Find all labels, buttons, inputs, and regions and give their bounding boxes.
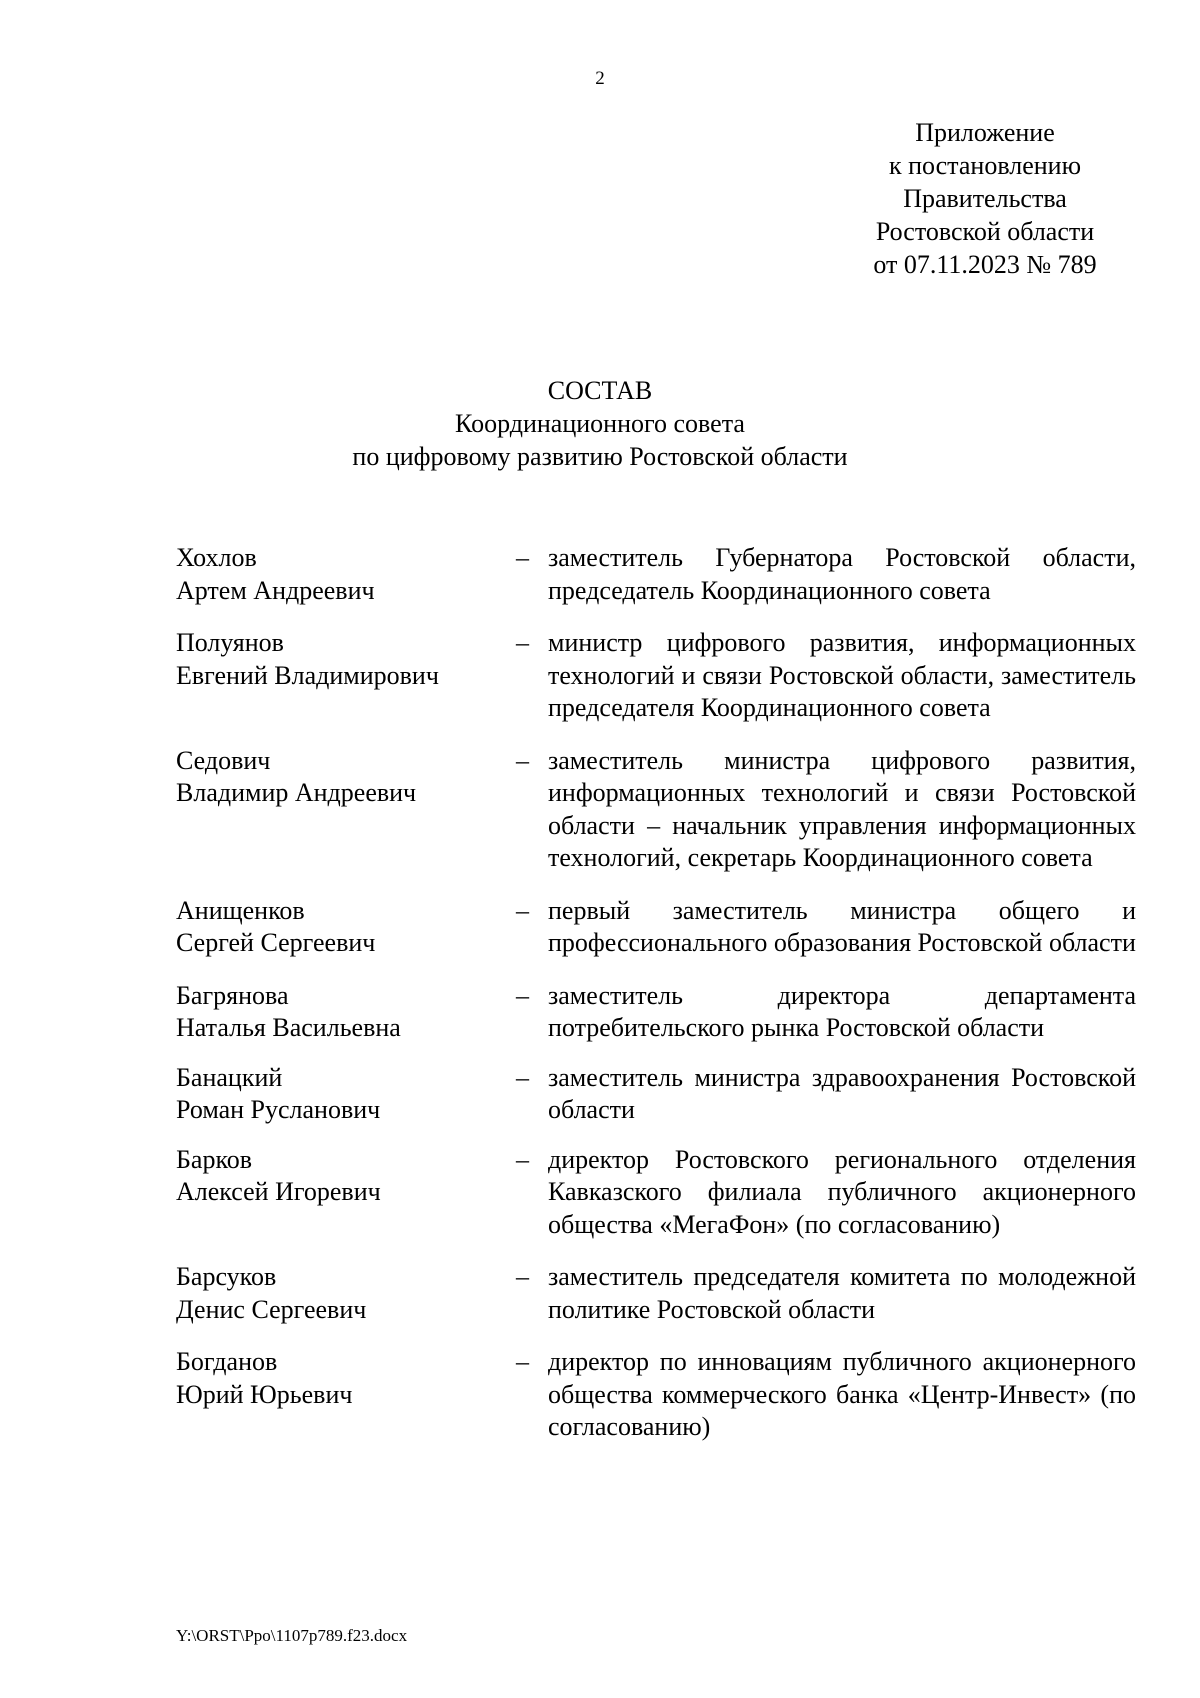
appendix-line: от 07.11.2023 № 789 xyxy=(873,250,1097,279)
member-dash: – xyxy=(516,1347,529,1376)
member-surname: Анищенков xyxy=(176,895,305,925)
members-list xyxy=(176,542,1136,1444)
member-given-name: Артем Андреевич xyxy=(176,575,375,605)
member-role: заместитель председателя комитета по молодежной политике Ростовской области xyxy=(548,1262,1136,1324)
member-role: первый заместитель министра общего и профессионального образования Ростовской области xyxy=(548,895,1136,957)
member-dash: – xyxy=(516,628,529,657)
title-line: по цифровому развитию Ростовской области xyxy=(352,442,848,471)
member-surname: Банацкий xyxy=(176,1062,283,1092)
member-dash: – xyxy=(516,1262,529,1291)
appendix-block xyxy=(820,116,1150,281)
member-role: директор по инновациям публичного акционерного общества коммерческого банка «Центр-Инвест» (по согласованию) xyxy=(548,1347,1136,1441)
member-row xyxy=(176,1261,1136,1326)
member-role: заместитель Губернатора Ростовской области, председатель Координационного совета xyxy=(548,543,1136,605)
member-name xyxy=(176,627,516,725)
member-dash: – xyxy=(516,1062,529,1092)
title-line: СОСТАВ xyxy=(547,376,653,405)
member-row xyxy=(176,980,1136,1045)
appendix-line: к постановлению xyxy=(888,151,1082,180)
member-surname: Багрянова xyxy=(176,980,289,1010)
member-name xyxy=(176,1062,516,1127)
member-role: заместитель директора департамента потребительского рынка Ростовской области xyxy=(548,980,1136,1042)
member-name xyxy=(176,745,516,875)
member-name xyxy=(176,1346,516,1444)
member-dash: – xyxy=(516,543,529,572)
member-name xyxy=(176,895,516,960)
appendix-line: Приложение xyxy=(915,118,1055,147)
member-surname: Седович xyxy=(176,745,271,775)
member-dash: – xyxy=(516,1144,529,1174)
member-row xyxy=(176,542,1136,607)
file-path-footer: Y:\ORST\Ppo\1107p789.f23.docx xyxy=(176,1626,408,1645)
member-row xyxy=(176,1346,1136,1444)
member-dash: – xyxy=(516,745,529,775)
member-surname: Барков xyxy=(176,1144,253,1174)
member-surname: Барсуков xyxy=(176,1262,277,1291)
member-role: заместитель министра здравоохранения Ростовской области xyxy=(548,1062,1136,1124)
appendix-line: Правительства xyxy=(903,184,1067,213)
member-row xyxy=(176,1144,1136,1242)
member-surname: Полуянов xyxy=(176,628,284,657)
member-role: заместитель министра цифрового развития, информационных технологий и связи Ростовской области – начальник управления информационных технологий, секретарь Координационного совета xyxy=(548,745,1136,872)
member-given-name: Сергей Сергеевич xyxy=(176,928,376,957)
member-given-name: Евгений Владимирович xyxy=(176,660,439,690)
member-name xyxy=(176,542,516,607)
member-role: министр цифрового развития, информационных технологий и связи Ростовской области, заместитель председателя Координационного совета xyxy=(548,628,1136,722)
member-row xyxy=(176,627,1136,725)
member-name xyxy=(176,980,516,1045)
document-title xyxy=(0,374,1200,473)
member-row xyxy=(176,1062,1136,1127)
member-surname: Богданов xyxy=(176,1347,278,1376)
member-given-name: Владимир Андреевич xyxy=(176,778,417,807)
page-number: 2 xyxy=(595,68,605,89)
member-name xyxy=(176,1144,516,1242)
member-given-name: Алексей Игоревич xyxy=(176,1177,381,1206)
title-line: Координационного совета xyxy=(455,409,745,438)
member-row xyxy=(176,895,1136,960)
member-given-name: Наталья Васильевна xyxy=(176,1013,401,1042)
member-surname: Хохлов xyxy=(176,543,257,572)
member-row xyxy=(176,745,1136,875)
member-name xyxy=(176,1261,516,1326)
appendix-line: Ростовской области xyxy=(875,217,1095,246)
member-dash: – xyxy=(516,980,529,1010)
member-given-name: Юрий Юрьевич xyxy=(176,1379,353,1409)
member-role: директор Ростовского регионального отделения Кавказского филиала публичного акционерного общества «МегаФон» (по согласованию) xyxy=(548,1144,1136,1239)
member-dash: – xyxy=(516,895,529,925)
member-given-name: Роман Русланович xyxy=(176,1095,381,1124)
member-given-name: Денис Сергеевич xyxy=(176,1294,367,1324)
